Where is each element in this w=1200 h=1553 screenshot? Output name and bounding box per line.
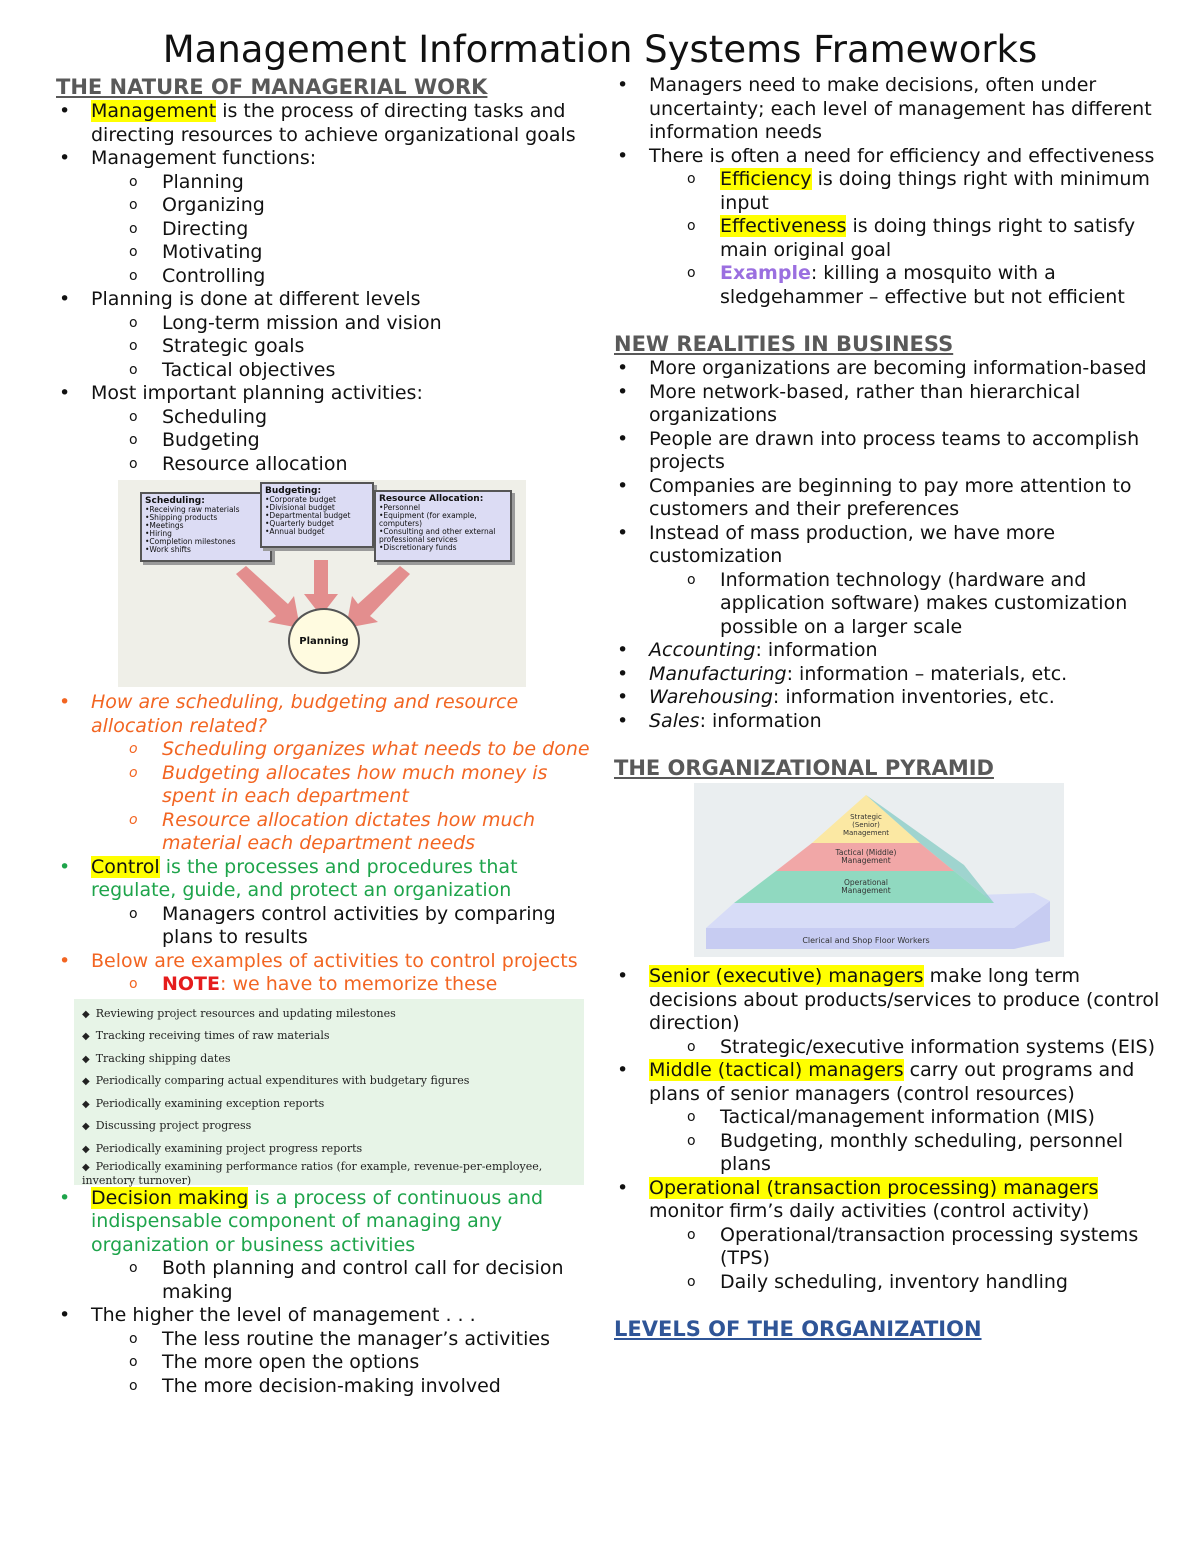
list-item: • Management functions: — [56, 147, 596, 171]
sub-item: o Directing — [56, 218, 596, 242]
sub-item: o Daily scheduling, inventory handling — [614, 1271, 1174, 1295]
sub-item: o Operational/transaction processing systems (TPS) — [614, 1224, 1174, 1271]
budgeting-title: Budgeting: — [265, 486, 322, 496]
pyramid-label: Management — [841, 856, 891, 865]
list-item — [614, 663, 1174, 687]
sub-item: o The more open the options — [56, 1351, 596, 1375]
sub-item — [614, 262, 1174, 309]
highlight-term: Operational (transaction processing) managers — [649, 1176, 1099, 1199]
sub-item — [614, 168, 1174, 215]
sub-item: o Strategic/executive information systems (EIS) — [614, 1036, 1174, 1060]
control-activities-figure — [74, 999, 584, 1185]
sub-item — [56, 973, 596, 997]
item-text: monitor firm’s daily activities (control activity) — [649, 1200, 1090, 1222]
diagram-item: •Consulting and other external professional services — [379, 527, 496, 544]
item-text: : information inventories, etc. — [772, 686, 1055, 708]
sub-item: o The less routine the manager’s activities — [56, 1328, 596, 1352]
diagram-item: •Shipping products — [145, 513, 218, 522]
sub-item: o Strategic goals — [56, 335, 596, 359]
control-activity: ◆ Periodically examining performance ratios (for example, revenue-per-employee, inventory turnover) — [82, 1160, 584, 1187]
relation-list — [56, 691, 596, 997]
diagram-item: •Work shifts — [145, 545, 191, 554]
sub-item: o Motivating — [56, 241, 596, 265]
pyramid-label: Tactical (Middle) — [835, 848, 897, 857]
item-text: is a process of continuous and indispensable component of managing any organization or business activities — [91, 1186, 544, 1256]
list-item: • Companies are beginning to pay more attention to customers and their preferences — [614, 475, 1174, 522]
diagram-item: •Personnel — [379, 503, 421, 512]
resource-allocation-title: Resource Allocation: — [379, 494, 484, 504]
list-item: • The higher the level of management . . . — [56, 1304, 596, 1328]
pyramid-label: Operational — [843, 878, 889, 887]
sub-item: o Planning — [56, 171, 596, 195]
list-item: • Instead of mass production, we have more customization — [614, 522, 1174, 569]
item-text: is doing things right with minimum input — [720, 168, 1150, 214]
list-item: • More network-based, rather than hierarchical organizations — [614, 381, 1174, 428]
control-activity: ◆ Tracking receiving times of raw materials — [82, 1025, 584, 1048]
highlight-term: Effectiveness — [720, 215, 847, 237]
sub-item: o Budgeting — [56, 429, 596, 453]
area-term: Sales — [649, 709, 700, 732]
highlight-term: Middle (tactical) managers — [649, 1059, 904, 1081]
section-heading-new-realities: NEW REALITIES IN BUSINESS — [614, 332, 954, 356]
arrow-left-icon — [236, 566, 300, 628]
list-item — [56, 856, 596, 903]
item-text: : information — [755, 639, 878, 661]
left-column — [56, 74, 596, 1398]
example-label: Example — [720, 262, 811, 284]
pyramid-label: Clerical and Shop Floor Workers — [802, 936, 930, 945]
sub-item: o Scheduling — [56, 406, 596, 430]
diagram-item: •Completion milestones — [145, 537, 236, 546]
list-item: • Managers need to make decisions, often under uncertainty; each level of management has different information needs — [614, 74, 1174, 145]
item-text: : information – materials, etc. — [786, 662, 1068, 685]
list-item — [614, 710, 1174, 734]
item-text: is the processes and procedures that regulate, guide, and protect an organization — [91, 855, 518, 901]
diagram-item: •Divisional budget — [265, 503, 335, 512]
list-item: • There is often a need for efficiency and effectiveness — [614, 145, 1174, 169]
diagram-item: •Hiring — [145, 529, 172, 538]
list-item — [614, 1177, 1174, 1224]
diagram-item: •Departmental budget — [265, 511, 351, 520]
sub-item: o The more decision-making involved — [56, 1375, 596, 1399]
pyramid-label: (Senior) — [852, 821, 880, 829]
managers-list — [614, 965, 1174, 1294]
item-text: carry out programs and plans of senior managers (control resources) — [649, 1059, 1135, 1105]
list-item — [614, 686, 1174, 710]
list-item — [56, 1187, 596, 1258]
sub-item: o Managers control activities by comparing plans to results — [56, 903, 596, 950]
diagram-item: •Equipment (for example, computers) — [379, 511, 477, 528]
pyramid-graphic — [694, 783, 1064, 957]
list-item: • People are drawn into process teams to accomplish projects — [614, 428, 1174, 475]
diagram-item: •Discretionary funds — [379, 543, 457, 552]
answer-item: o Budgeting allocates how much money is spent in each department — [56, 762, 596, 809]
highlight-term: Senior (executive) managers — [649, 965, 924, 987]
answer-item: o Resource allocation dictates how much material each department needs — [56, 809, 596, 856]
sub-item: o Resource allocation — [56, 453, 596, 477]
organizational-pyramid-figure — [694, 783, 1064, 957]
note-label: NOTE — [162, 973, 220, 995]
control-activity: ◆ Tracking shipping dates — [82, 1048, 584, 1071]
item-text: : we have to memorize these — [220, 973, 498, 995]
right-column — [614, 74, 1174, 1342]
section-heading-levels: LEVELS OF THE ORGANIZATION — [614, 1317, 982, 1341]
scheduling-title: Scheduling: — [145, 496, 205, 506]
list-item — [56, 100, 596, 147]
control-activity: ◆ Periodically comparing actual expenditures with budgetary figures — [82, 1070, 584, 1093]
decision-needs-list — [614, 74, 1174, 309]
sub-item: o Tactical objectives — [56, 359, 596, 383]
control-activity: ◆ Discussing project progress — [82, 1115, 584, 1138]
list-item: • More organizations are becoming information-based — [614, 357, 1174, 381]
diagram-item: •Quarterly budget — [265, 519, 334, 528]
list-item: • Most important planning activities: — [56, 382, 596, 406]
diagram-item: •Corporate budget — [265, 495, 336, 504]
pyramid-label: Management — [842, 829, 890, 837]
area-term: Manufacturing — [649, 662, 787, 685]
managerial-work-list — [56, 100, 596, 476]
area-term: Accounting — [649, 639, 756, 661]
item-text: is the process of directing tasks and directing resources to achieve organizational goals — [91, 100, 576, 146]
list-item — [614, 639, 1174, 663]
pyramid-label: Strategic — [850, 813, 882, 821]
page-title: Management Information Systems Frameworks — [162, 28, 1038, 71]
area-term: Warehousing — [649, 686, 773, 708]
item-text: : killing a mosquito with a sledgehammer – effective but not efficient — [720, 262, 1125, 308]
diagram-item: •Receiving raw materials — [145, 505, 240, 514]
diagram-item: •Meetings — [145, 521, 184, 530]
sub-item: o Information technology (hardware and application software) makes customization possible on a larger scale — [614, 569, 1174, 640]
pyramid-label: Management — [841, 886, 891, 895]
item-text: : information — [699, 709, 822, 732]
sub-item: o Tactical/management information (MIS) — [614, 1106, 1174, 1130]
sub-item: o Budgeting, monthly scheduling, personnel plans — [614, 1130, 1174, 1177]
highlight-term: Efficiency — [720, 168, 812, 190]
control-activity: ◆ Periodically examining exception reports — [82, 1093, 584, 1116]
list-item — [614, 1059, 1174, 1106]
sub-item: o Controlling — [56, 265, 596, 289]
decision-list — [56, 1187, 596, 1399]
question-item: • How are scheduling, budgeting and resource allocation related? — [56, 691, 596, 738]
sub-item: o Both planning and control call for decision making — [56, 1257, 596, 1304]
planning-circle: Planning — [288, 608, 360, 674]
highlight-term: Control — [91, 855, 160, 878]
control-activity: ◆ Periodically examining project progress reports — [82, 1138, 584, 1161]
item-text: is doing things right to satisfy main original goal — [720, 215, 1136, 261]
highlight-term: Management — [91, 100, 217, 122]
new-realities-list — [614, 357, 1174, 733]
planning-diagram — [118, 480, 526, 687]
arrow-right-icon — [346, 566, 410, 628]
list-item: • Below are examples of activities to control projects — [56, 950, 596, 974]
sub-item — [614, 215, 1174, 262]
control-activity: ◆ Reviewing project resources and updating milestones — [82, 1003, 584, 1026]
sub-item: o Organizing — [56, 194, 596, 218]
section-heading-pyramid: THE ORGANIZATIONAL PYRAMID — [614, 756, 994, 780]
list-item — [614, 965, 1174, 1036]
sub-item: o Long-term mission and vision — [56, 312, 596, 336]
answer-item: o Scheduling organizes what needs to be done — [56, 738, 596, 762]
section-heading-managerial-work: THE NATURE OF MANAGERIAL WORK — [56, 75, 488, 99]
highlight-term: Decision making — [91, 1186, 249, 1209]
item-text: make long term decisions about products/services to produce (control direction) — [649, 965, 1160, 1034]
diagram-item: •Annual budget — [265, 527, 325, 536]
list-item: • Planning is done at different levels — [56, 288, 596, 312]
